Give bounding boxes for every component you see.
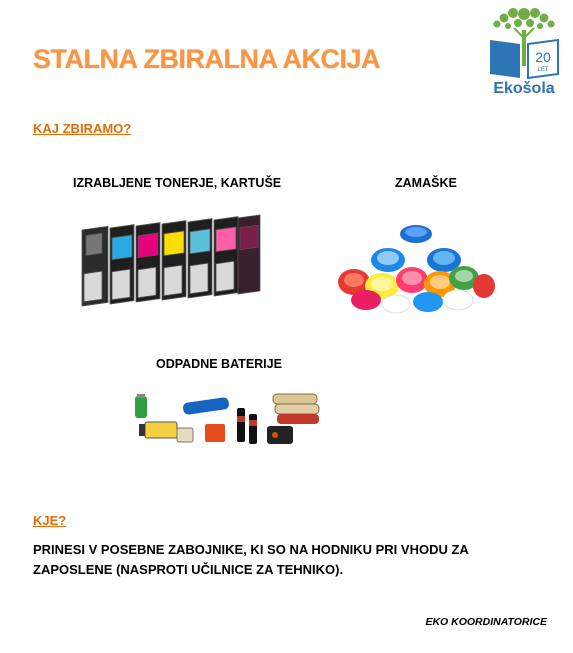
logo-badge-word: LET bbox=[537, 67, 549, 73]
item-label-batteries: ODPADNE BATERIJE bbox=[156, 357, 282, 371]
ink-cartridges-icon bbox=[78, 212, 264, 312]
item-label-toners: IZRABLJENE TONERJE, KARTUŠE bbox=[73, 176, 282, 190]
item-label-caps: ZAMAŠKE bbox=[395, 176, 457, 190]
batteries-icon bbox=[125, 388, 325, 453]
tree-book-icon bbox=[484, 4, 564, 82]
bottle-caps-icon bbox=[336, 220, 496, 315]
logo-name: Ekošola bbox=[493, 80, 555, 97]
section-heading-what: KAJ ZBIRAMO? bbox=[33, 121, 132, 136]
page-title: STALNA ZBIRALNA AKCIJA bbox=[33, 44, 380, 74]
signature: EKO KOORDINATORICE bbox=[425, 616, 547, 628]
logo-badge-number: 20 bbox=[535, 49, 551, 65]
instructions-text: PRINESI V POSEBNE ZABOJNIKE, KI SO NA HODNIKU PRI VHODU ZA ZAPOSLENE (NASPROTI UČILNICE ZA TEHNIKO). bbox=[33, 542, 469, 577]
ekosola-logo bbox=[484, 4, 564, 99]
section-heading-where: KJE? bbox=[33, 513, 67, 528]
